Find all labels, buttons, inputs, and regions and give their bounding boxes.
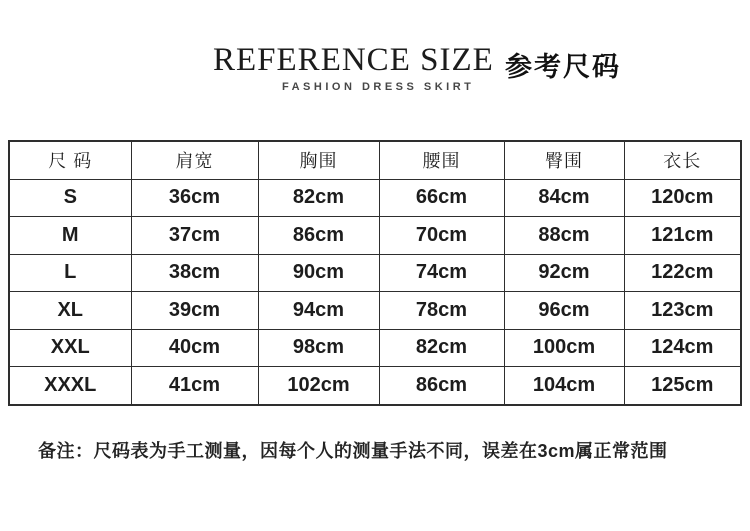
size-label: L — [9, 254, 131, 292]
hip-value: 84cm — [504, 179, 624, 217]
table-row — [9, 329, 741, 367]
page-title: REFERENCE SIZE — [213, 42, 494, 78]
table-header-row — [9, 141, 741, 179]
size-label: S — [9, 179, 131, 217]
hip-value: 104cm — [504, 367, 624, 405]
waist-value: 66cm — [379, 179, 504, 217]
waist-value: 86cm — [379, 367, 504, 405]
size-label: M — [9, 217, 131, 255]
column-header-shoulder: 肩宽 — [131, 141, 258, 179]
bust-value: 86cm — [258, 217, 379, 255]
table-row — [9, 217, 741, 255]
length-value: 124cm — [624, 329, 741, 367]
page-subtitle: FASHION DRESS SKIRT — [282, 81, 475, 93]
column-header-size: 尺 码 — [9, 141, 131, 179]
waist-value: 82cm — [379, 329, 504, 367]
shoulder-value: 38cm — [131, 254, 258, 292]
size-label: XXXL — [9, 367, 131, 405]
length-value: 120cm — [624, 179, 741, 217]
shoulder-value: 37cm — [131, 217, 258, 255]
hip-value: 92cm — [504, 254, 624, 292]
hip-value: 88cm — [504, 217, 624, 255]
waist-value: 74cm — [379, 254, 504, 292]
size-label: XXL — [9, 329, 131, 367]
measurement-note: 备注：尺码表为手工测量，因每个人的测量手法不同，误差在3cm属正常范围 — [38, 441, 668, 461]
hip-value: 96cm — [504, 292, 624, 330]
page-title-chinese: 参考尺码 — [505, 52, 621, 83]
hip-value: 100cm — [504, 329, 624, 367]
column-header-waist: 腰围 — [379, 141, 504, 179]
length-value: 125cm — [624, 367, 741, 405]
column-header-hip: 臀围 — [504, 141, 624, 179]
table-row — [9, 254, 741, 292]
bust-value: 82cm — [258, 179, 379, 217]
shoulder-value: 41cm — [131, 367, 258, 405]
length-value: 122cm — [624, 254, 741, 292]
bust-value: 94cm — [258, 292, 379, 330]
waist-value: 78cm — [379, 292, 504, 330]
length-value: 121cm — [624, 217, 741, 255]
length-value: 123cm — [624, 292, 741, 330]
bust-value: 98cm — [258, 329, 379, 367]
bust-value: 102cm — [258, 367, 379, 405]
column-header-bust: 胸围 — [258, 141, 379, 179]
table-row — [9, 367, 741, 405]
table-row — [9, 292, 741, 330]
waist-value: 70cm — [379, 217, 504, 255]
bust-value: 90cm — [258, 254, 379, 292]
shoulder-value: 36cm — [131, 179, 258, 217]
size-label: XL — [9, 292, 131, 330]
shoulder-value: 40cm — [131, 329, 258, 367]
table-row — [9, 179, 741, 217]
column-header-length: 衣长 — [624, 141, 741, 179]
size-reference-table — [8, 140, 742, 406]
shoulder-value: 39cm — [131, 292, 258, 330]
